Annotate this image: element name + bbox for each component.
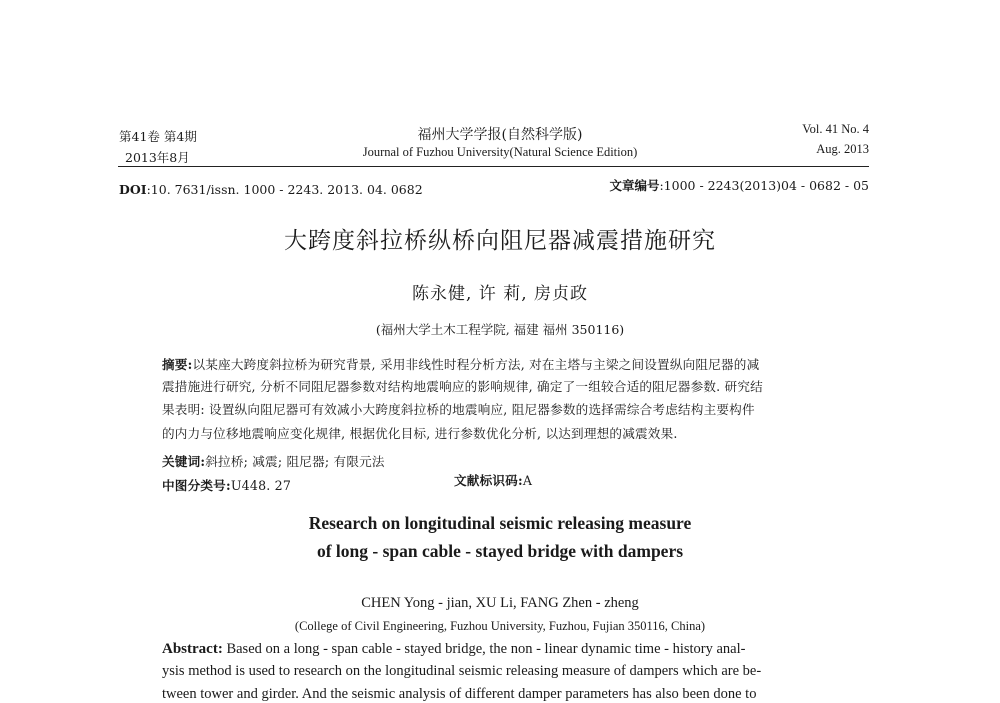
- abstract-cn-text-1: 以某座大跨度斜拉桥为研究背景, 采用非线性时程分析方法, 对在主塔与主梁之间设置纵向阻尼器的减: [192, 357, 760, 372]
- authors-cn: 陈永健, 许 莉, 房贞政: [411, 284, 589, 304]
- abstract-en-text-1: Based on a long - span cable - stayed bridge, the non - linear dynamic time - history anal-: [226, 641, 746, 657]
- clc-number: [162, 475, 291, 494]
- affiliation-en: (College of Civil Engineering, Fuzhou University, Fuzhou, Fujian 350116, China): [294, 619, 706, 633]
- article-number-line: [560, 176, 869, 194]
- keywords-cn-value: 斜拉桥; 减震; 阻尼器; 有限元法: [205, 454, 385, 469]
- doi-value: :10. 7631/issn. 1000 - 2243. 2013. 04. 0682: [146, 182, 423, 197]
- affiliation-cn: (福州大学土木工程学院, 福建 福州 350116): [375, 322, 625, 337]
- document-code-value: A: [522, 473, 533, 488]
- abstract-cn-line-3: 果表明: 设置纵向阻尼器可有效减小大跨度斜拉桥的地震响应, 阻尼器参数的选择需综合考虑结构主要构件: [162, 402, 755, 417]
- keywords-cn-label: 关键词:: [162, 454, 206, 469]
- abstract-cn-line-4: 的内力与位移地震响应变化规律, 根据优化目标, 进行参数优化分析, 以达到理想的减震效果.: [162, 426, 678, 441]
- abstract-cn-label: 摘要:: [162, 357, 193, 372]
- authors-en: CHEN Yong - jian, XU Li, FANG Zhen - zheng: [361, 595, 639, 611]
- abstract-en-label: Abstract:: [162, 641, 223, 657]
- abstract-en-line-1: [162, 641, 745, 658]
- header-rule: [118, 166, 869, 167]
- document-code-label: 文献标识码:: [454, 473, 523, 488]
- document-code: [454, 470, 532, 489]
- journal-title-cn: 福州大学学报(自然科学版): [417, 127, 583, 143]
- journal-title-en: Journal of Fuzhou University(Natural Science Edition): [362, 145, 638, 159]
- clc-value: U448. 27: [230, 478, 292, 493]
- abstract-cn-line-2: 震措施进行研究, 分析不同阻尼器参数对结构地震响应的影响规律, 确定了一组较合适的阻尼器参数. 研究结: [162, 379, 763, 394]
- date-cn: 2013年8月: [125, 150, 190, 165]
- article-number-label: 文章编号: [609, 178, 660, 193]
- clc-label: 中图分类号:: [162, 478, 231, 493]
- volume-issue-en: Vol. 41 No. 4: [802, 122, 869, 136]
- abstract-en-line-2: ysis method is used to research on the longitudinal seismic releasing measure of dampers which are be-: [162, 663, 762, 679]
- abstract-cn-line-1: [162, 354, 759, 373]
- paper-title-cn: 大跨度斜拉桥纵桥向阻尼器减震措施研究: [284, 228, 716, 254]
- keywords-cn: [162, 451, 385, 470]
- date-en: Aug. 2013: [816, 142, 869, 156]
- volume-issue-cn: 第41卷 第4期: [119, 129, 197, 144]
- article-number-value: :1000 - 2243(2013)04 - 0682 - 05: [659, 178, 869, 193]
- abstract-en-line-3: tween tower and girder. And the seismic analysis of different damper parameters has also been done to: [162, 686, 757, 702]
- doi-line: [119, 182, 423, 197]
- paper-title-en-line-2: of long - span cable - stayed bridge with dampers: [316, 541, 684, 561]
- doi-label: DOI: [119, 182, 147, 197]
- paper-title-en-line-1: Research on longitudinal seismic releasing measure: [308, 513, 692, 533]
